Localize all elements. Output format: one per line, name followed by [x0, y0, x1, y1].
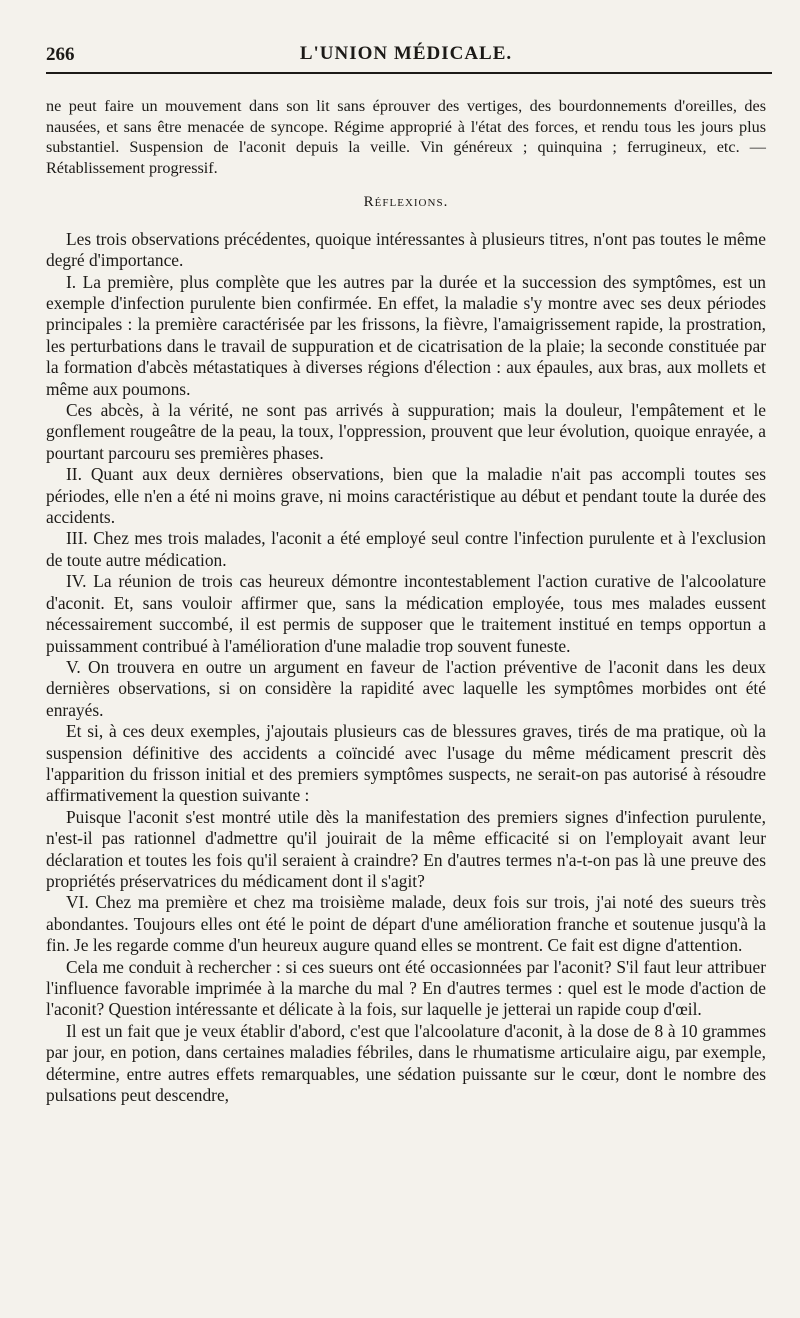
page-header	[46, 0, 766, 72]
paragraph: II. Quant aux deux dernières observations, bien que la maladie n'ait pas accompli toutes ses périodes, elle n'en a été ni moins grave, ni moins caractéristique au début et pendant toute la durée des accidents.	[46, 464, 766, 528]
paragraph: Et si, à ces deux exemples, j'ajoutais plusieurs cas de blessures graves, tirés de ma pratique, où la suspension définitive des accidents a coïncidé avec l'usage du même médicament prescrit dès l'apparition du frisson initial et des premiers symptômes suspects, ne serait-on pas autorisé à résoudre affirmativement la question suivante :	[46, 721, 766, 806]
paragraph-continuation: ne peut faire un mouvement dans son lit sans éprouver des vertiges, des bourdonnements d'oreilles, des nausées, et sans être menacée de syncope. Régime approprié à l'état des forces, et rendu tous les jours plus substantiel. Suspension de l'aconit depuis la veille. Vin généreux ; quinquina ; ferrugineux, etc. — Rétablissement progressif.	[46, 97, 766, 177]
paragraph: Les trois observations précédentes, quoique intéressantes à plusieurs titres, n'ont pas toutes le même degré d'importance.	[46, 228, 766, 271]
paragraph: V. On trouvera en outre un argument en faveur de l'action préventive de l'aconit dans les deux dernières observations, si on considère la rapidité avec laquelle les symptômes morbides ont été enrayés.	[46, 656, 766, 720]
running-title: L'UNION MÉDICALE.	[299, 43, 513, 64]
page-number: 266	[46, 44, 75, 65]
paragraph: VI. Chez ma première et chez ma troisième malade, deux fois sur trois, j'ai noté des sueurs très abondantes. Toujours elles ont été le point de départ d'une amélioration franche et soutenue jusqu'à la fin. Je les regarde comme d'un heureux augure quand elles se montrent. Ce fait est digne d'attention.	[46, 892, 766, 956]
paragraph: Ces abcès, à la vérité, ne sont pas arrivés à suppuration; mais la douleur, l'empâtement et le gonflement rougeâtre de la peau, la toux, l'oppression, prouvent que leur évolution, quoique enrayée, a pourtant parcouru ses premières phases.	[46, 400, 766, 463]
paragraph: I. La première, plus complète que les autres par la durée et la succession des symptômes, est un exemple d'infection purulente bien confirmée. En effet, la maladie s'y montre avec ses deux périodes principales : la première caractérisée par les frissons, la fièvre, l'amaigrissement rapide, la prostration, les perturbations dans le travail de suppuration et de cicatrisation de la plaie; la seconde constituée par la formation d'abcès métastatiques à diverses régions d'élection : aux épaules, aux bras, aux mollets et même aux poumons.	[46, 271, 766, 399]
paragraph: Cela me conduit à rechercher : si ces sueurs ont été occasionnées par l'aconit? S'il faut leur attribuer l'influence favorable imprimée à la marche du mal ? En d'autres termes : quel est le mode d'action de l'aconit? Question intéressante et délicate à la fois, sur laquelle je jetterai un rapide coup d'œil.	[46, 956, 766, 1020]
paragraph: IV. La réunion de trois cas heureux démontre incontestablement l'action curative de l'alcoolature d'aconit. Et, sans vouloir affirmer que, sans la médication employée, tous mes malades eussent nécessairement succombé, il est permis de supposer que le traitement institué en temps opportun a puissamment contribué à l'amélioration d'une maladie trop souvent funeste.	[46, 571, 766, 656]
body-text	[46, 72, 766, 1106]
paragraph: III. Chez mes trois malades, l'aconit a été employé seul contre l'infection purulente et à l'exclusion de toute autre médication.	[46, 528, 766, 570]
paragraph: Il est un fait que je veux établir d'abord, c'est que l'alcoolature d'aconit, à la dose de 8 à 10 grammes par jour, en potion, dans certaines maladies fébriles, dans le rhumatisme articulaire aigu, par exemple, détermine, entre autres effets remarquables, une sédation puissante sur le cœur, dont le nombre des pulsations peut descendre,	[46, 1020, 766, 1106]
paragraph: Puisque l'aconit s'est montré utile dès la manifestation des premiers signes d'infection purulente, n'est-il pas rationnel d'admettre qu'il jouirait de la même efficacité si on l'employait avant leur déclaration et toutes les fois qu'il seraient à craindre? En d'autres termes n'a-t-on pas là une preuve des propriétés préservatrices du médicament dont il s'agit?	[46, 806, 766, 891]
header-rule	[46, 72, 772, 74]
section-heading: Réflexions.	[363, 194, 449, 211]
